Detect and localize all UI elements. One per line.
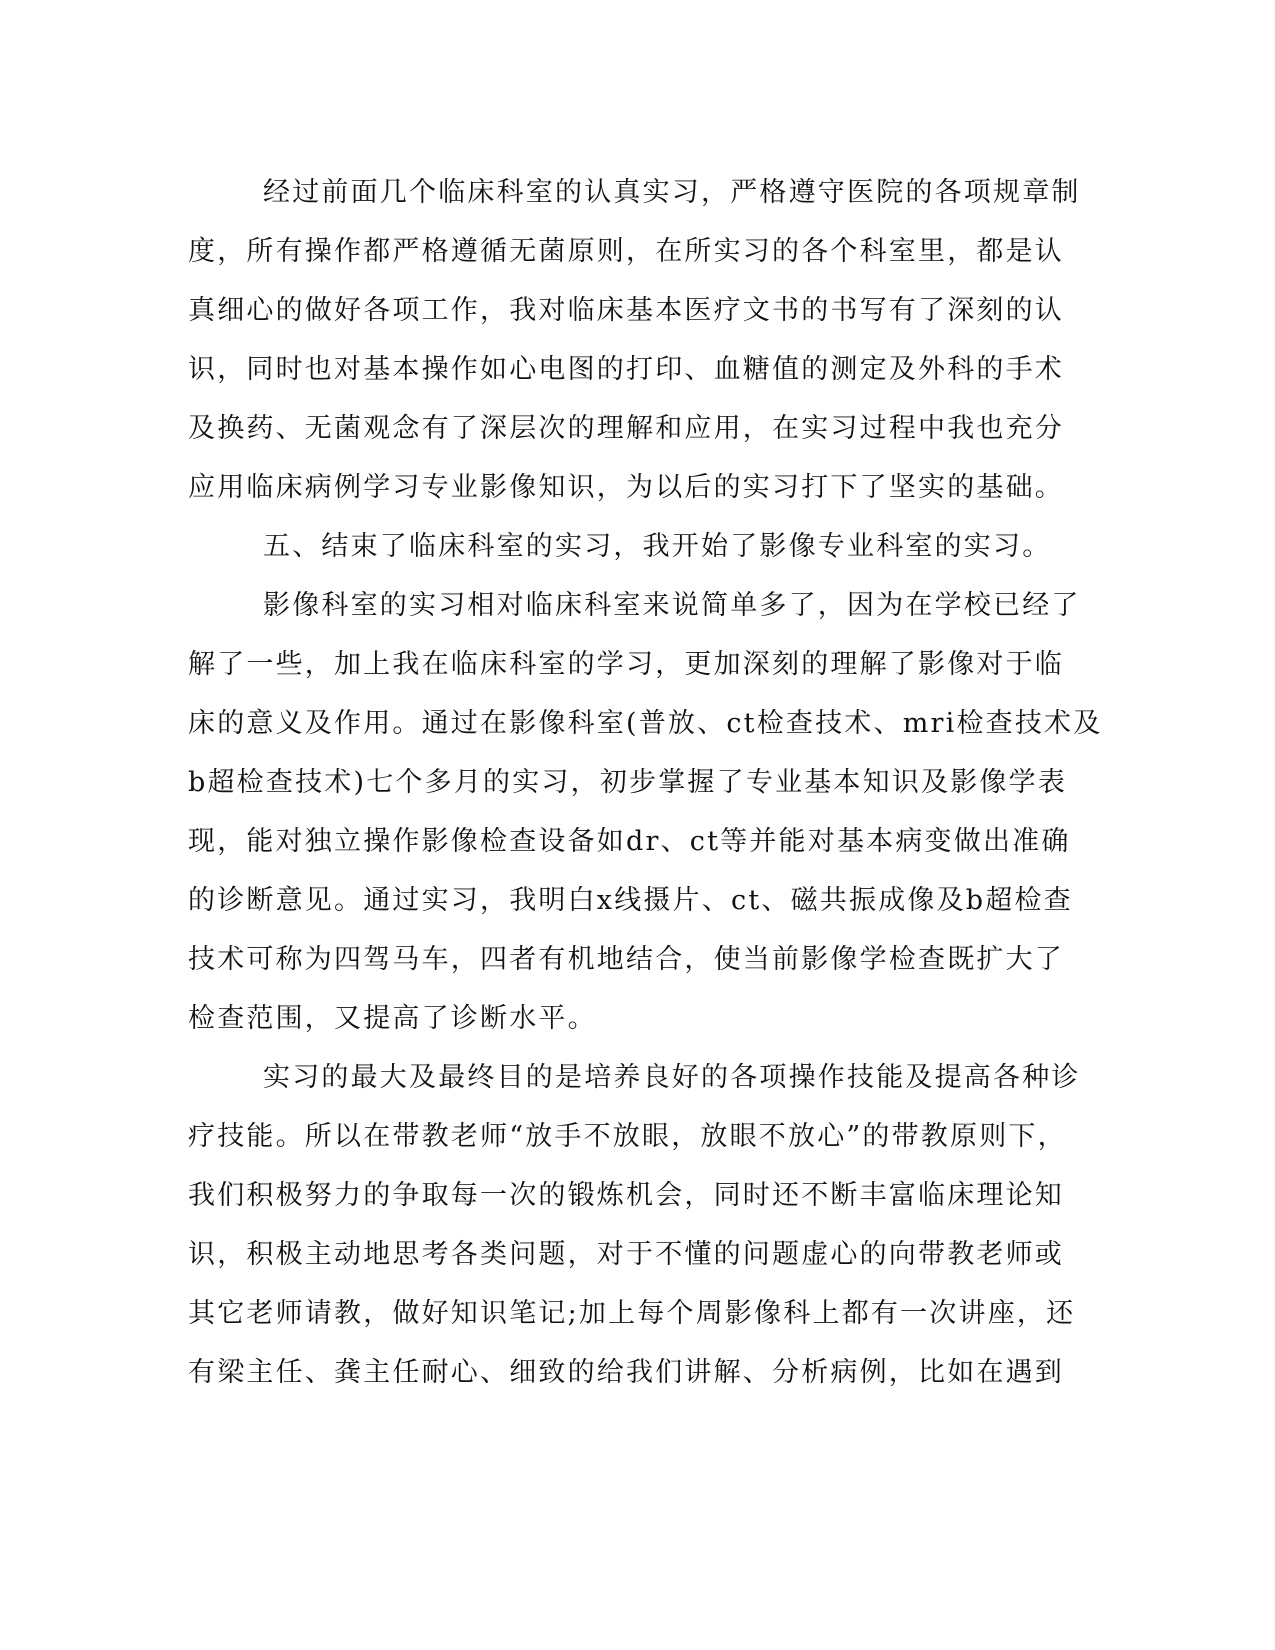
text-line: 实习的最大及最终目的是培养良好的各项操作技能及提高各种诊 (263, 1062, 1081, 1093)
text-line: 的诊断意见。通过实习，我明白x线摄片、ct、磁共振成像及b超检查 (188, 885, 1073, 916)
text-line: 现，能对独立操作影像检查设备如dr、ct等并能对基本病变做出准确 (188, 826, 1071, 857)
text-line: b超检查技术)七个多月的实习，初步掌握了专业基本知识及影像学表 (188, 767, 1068, 798)
text-line: 度，所有操作都严格遵循无菌原则，在所实习的各个科室里，都是认 (188, 236, 1064, 267)
text-line: 影像科室的实习相对临床科室来说简单多了，因为在学校已经了 (263, 590, 1081, 621)
text-line: 真细心的做好各项工作，我对临床基本医疗文书的书写有了深刻的认 (188, 295, 1064, 326)
text-line: 识，积极主动地思考各类问题，对于不懂的问题虚心的向带教老师或 (188, 1239, 1064, 1270)
body-text (188, 163, 1103, 1402)
paragraph-3 (188, 576, 1103, 1048)
text-line: 疗技能。所以在带教老师“放手不放眼，放眼不放心”的带教原则下， (188, 1121, 1067, 1152)
paragraph-4 (188, 1048, 1088, 1402)
text-line: 我们积极努力的争取每一次的锻炼机会，同时还不断丰富临床理论知 (188, 1180, 1064, 1211)
text-line: 床的意义及作用。通过在影像科室(普放、ct检查技术、mri检查技术及 (188, 708, 1103, 739)
text-line: 识，同时也对基本操作如心电图的打印、血糖值的测定及外科的手术 (188, 354, 1064, 385)
paragraph-2 (188, 517, 1088, 576)
text-line: 及换药、无菌观念有了深层次的理解和应用，在实习过程中我也充分 (188, 413, 1064, 444)
text-line: 经过前面几个临床科室的认真实习，严格遵守医院的各项规章制 (263, 177, 1081, 208)
text-line: 检查范围，又提高了诊断水平。 (188, 1003, 597, 1034)
text-line: 有梁主任、龚主任耐心、细致的给我们讲解、分析病例，比如在遇到 (188, 1357, 1064, 1388)
text-line: 应用临床病例学习专业影像知识，为以后的实习打下了坚实的基础。 (188, 472, 1064, 503)
text-line: 技术可称为四驾马车，四者有机地结合，使当前影像学检查既扩大了 (188, 944, 1064, 975)
paragraph-1 (188, 163, 1088, 517)
text-line: 五、结束了临床科室的实习，我开始了影像专业科室的实习。 (263, 531, 1052, 562)
text-line: 解了一些，加上我在临床科室的学习，更加深刻的理解了影像对于临 (188, 649, 1064, 680)
text-line: 其它老师请教，做好知识笔记;加上每个周影像科上都有一次讲座，还 (188, 1298, 1076, 1329)
